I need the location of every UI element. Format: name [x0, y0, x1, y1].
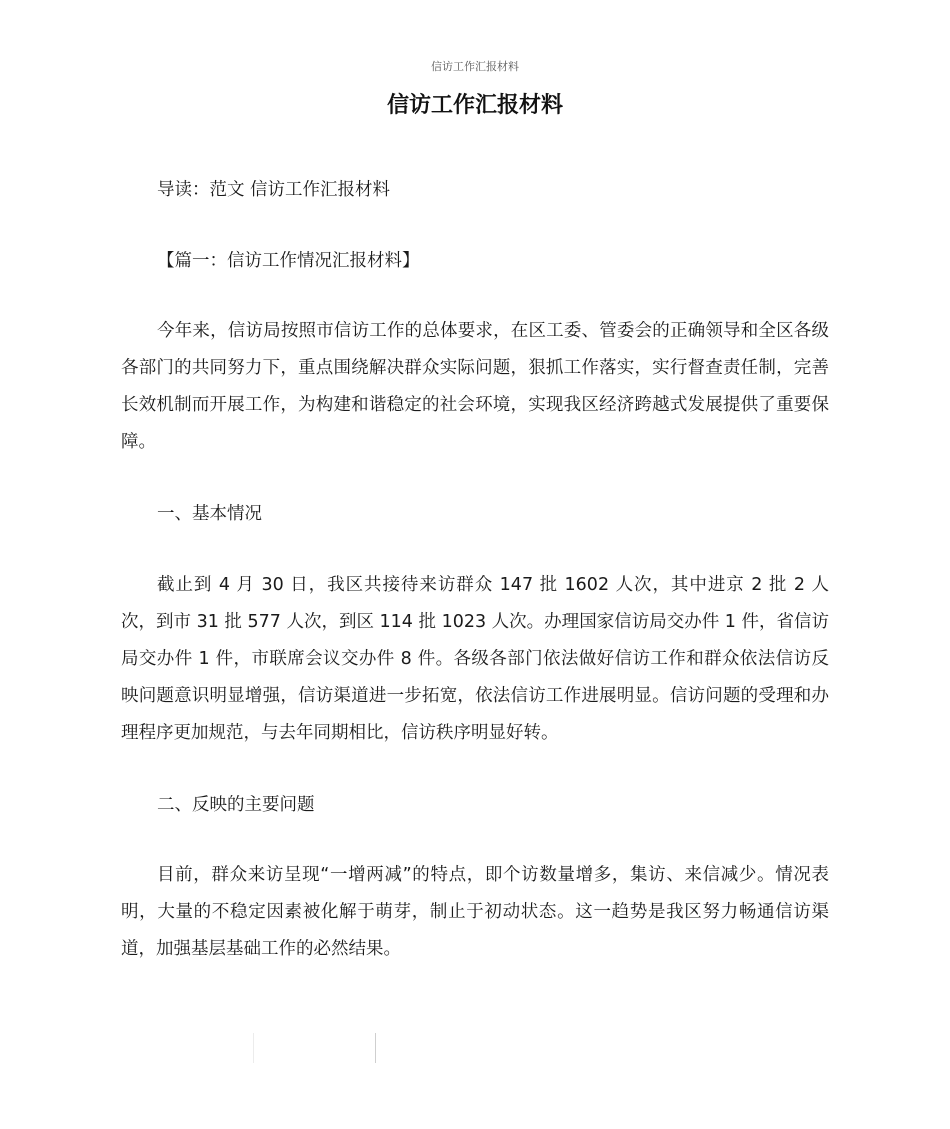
- intro-line: 导读：范文 信访工作汇报材料: [157, 180, 391, 200]
- document-title: 信访工作汇报材料: [386, 93, 563, 118]
- footer-divider: [375, 1033, 376, 1063]
- paragraph-overview: 今年来，信访局按照市信访工作的总体要求，在区工委、管委会的正确领导和全区各级各部门的共同努力下，重点围绕解决群众实际问题，狠抓工作落实，实行督查责任制，完善长效机制而开展工作，为构建和谐稳定的社会环境，实现我区经济跨越式发展提供了重要保障。: [121, 321, 829, 452]
- paragraph-basic-situation: 截止到 4 月 30 日，我区共接待来访群众 147 批 1602 人次，其中进京 2 批 2 人次，到市 31 批 577 人次，到区 114 批 1023 人次。办理国家信访局交办件 1 件，省信访局交办件 1 件，市联席会议交办件 8 件。各级各部门依法做好信访工作和群众依法信访反映问题意识明显增强，信访渠道进一步拓宽，依法信访工作进展明显。信访问题的受理和办理程序更加规范，与去年同期相比，信访秩序明显好转。: [121, 575, 829, 743]
- footer-divider: [253, 1033, 254, 1063]
- section-title: 【篇一：信访工作情况汇报材料】: [157, 251, 420, 271]
- running-header: 信访工作汇报材料: [431, 60, 519, 73]
- paragraph-main-issues: 目前，群众来访呈现“一增两减”的特点，即个访数量增多，集访、来信减少。情况表明，大量的不稳定因素被化解于萌芽，制止于初动状态。这一趋势是我区努力畅通信访渠道，加强基层基础工作的必然结果。: [121, 865, 829, 959]
- heading-main-issues: 二、反映的主要问题: [157, 795, 315, 815]
- heading-basic-situation: 一、基本情况: [157, 504, 262, 524]
